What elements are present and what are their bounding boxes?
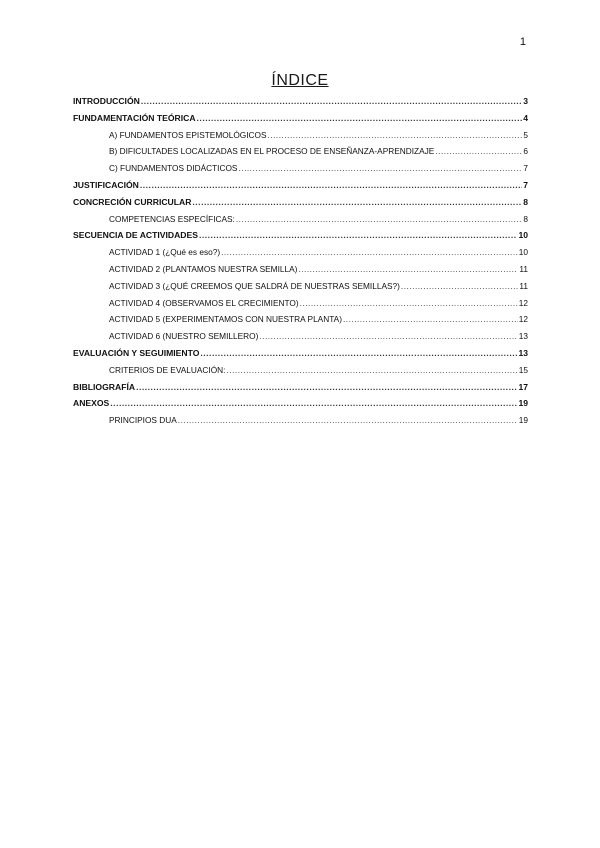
toc-entry-page: 19 xyxy=(518,398,528,409)
toc-entry-label: SECUENCIA DE ACTIVIDADES xyxy=(73,230,198,241)
toc-leader-dots xyxy=(141,96,522,106)
toc-leader-dots xyxy=(300,298,518,308)
toc-entry-page: 3 xyxy=(523,96,528,106)
toc-leader-dots xyxy=(401,281,518,291)
toc-leader-dots xyxy=(298,264,518,274)
toc-subentry[interactable] xyxy=(73,281,528,298)
toc-leader-dots xyxy=(200,348,517,358)
toc-leader-dots xyxy=(197,113,523,123)
toc-entry-page: 8 xyxy=(523,213,528,224)
toc-entry-page: 13 xyxy=(518,347,528,358)
toc-subentry[interactable] xyxy=(73,331,528,348)
toc-entry[interactable] xyxy=(73,197,528,214)
toc-entry-label: B) DIFICULTADES LOCALIZADAS EN EL PROCESO DE ENSEÑANZA-APRENDIZAJE xyxy=(109,146,435,157)
toc-entry-page: 12 xyxy=(518,297,528,308)
toc-entry[interactable] xyxy=(73,230,528,247)
toc-subentry[interactable] xyxy=(73,365,528,382)
toc-entry-page: 17 xyxy=(518,381,528,392)
toc-leader-dots xyxy=(199,230,517,240)
toc-entry[interactable] xyxy=(73,348,528,365)
toc-leader-dots xyxy=(136,382,517,392)
toc-leader-dots xyxy=(259,331,517,341)
toc-subentry[interactable] xyxy=(73,264,528,281)
toc-entry-label: COMPETENCIAS ESPECÍFICAS: xyxy=(109,213,235,224)
toc-entry-label: FUNDAMENTACIÓN TEÓRICA xyxy=(73,112,196,123)
toc-entry-label: CRITERIOS DE EVALUACIÓN: xyxy=(109,364,226,375)
toc-leader-dots xyxy=(192,197,522,207)
toc-subentry[interactable] xyxy=(73,415,528,432)
toc-entry[interactable] xyxy=(73,96,528,113)
toc-leader-dots xyxy=(268,130,523,140)
toc-leader-dots xyxy=(226,365,517,375)
toc-entry-label: ANEXOS xyxy=(73,398,110,409)
toc-entry-page: 11 xyxy=(519,280,528,291)
toc-leader-dots xyxy=(178,415,518,425)
toc-leader-dots xyxy=(343,314,518,324)
toc-entry-label: INTRODUCCIÓN xyxy=(73,96,140,106)
toc-subentry[interactable] xyxy=(73,314,528,331)
toc-subentry[interactable] xyxy=(73,298,528,315)
toc-entry-label: PRINCIPIOS DUA xyxy=(109,415,177,426)
toc-entry-label: ACTIVIDAD 3 (¿QUÉ CREEMOS QUE SALDRÁ DE NUESTRAS SEMILLAS?) xyxy=(109,280,400,291)
toc-entry-page: 10 xyxy=(518,247,528,258)
toc-entry-label: JUSTIFICACIÓN xyxy=(73,179,139,190)
toc-entry-page: 15 xyxy=(518,364,528,375)
toc-entry-page: 6 xyxy=(523,146,528,157)
toc-subentry[interactable] xyxy=(73,130,528,147)
toc-entry-label: ACTIVIDAD 4 (OBSERVAMOS EL CRECIMIENTO) xyxy=(109,297,299,308)
toc-leader-dots xyxy=(238,163,522,173)
toc-entry-label: EVALUACIÓN Y SEGUIMIENTO xyxy=(73,347,200,358)
toc-entry-page: 13 xyxy=(518,331,528,342)
toc-subentry[interactable] xyxy=(73,146,528,163)
toc-entry-page: 7 xyxy=(523,163,528,174)
toc-entry-label: A) FUNDAMENTOS EPISTEMOLÓGICOS xyxy=(109,129,267,140)
toc-entry-page: 7 xyxy=(523,179,528,190)
toc-entry-page: 19 xyxy=(518,415,528,426)
toc-entry-page: 5 xyxy=(523,129,528,140)
toc-entry-label: ACTIVIDAD 2 (PLANTAMOS NUESTRA SEMILLA) xyxy=(109,263,298,274)
toc-entry[interactable] xyxy=(73,382,528,399)
toc-subentry[interactable] xyxy=(73,247,528,264)
toc-leader-dots xyxy=(110,398,517,408)
toc-leader-dots xyxy=(140,180,522,190)
toc-entry-label: ACTIVIDAD 6 (NUESTRO SEMILLERO) xyxy=(109,331,259,342)
toc-entry-page: 11 xyxy=(519,263,528,274)
toc-entry-page: 12 xyxy=(518,314,528,325)
toc-subentry[interactable] xyxy=(73,214,528,231)
toc-entry-label: ACTIVIDAD 5 (EXPERIMENTAMOS CON NUESTRA PLANTA) xyxy=(109,314,342,325)
toc-entry-page: 8 xyxy=(523,196,528,207)
toc-entry[interactable] xyxy=(73,180,528,197)
toc-title: ÍNDICE xyxy=(271,72,329,89)
toc-entry-page: 10 xyxy=(518,230,528,241)
toc-entry-page: 4 xyxy=(523,112,528,123)
toc-entry-label: BIBLIOGRAFÍA xyxy=(73,381,136,392)
toc-entry[interactable] xyxy=(73,398,528,415)
toc-subentry[interactable] xyxy=(73,163,528,180)
toc-entry[interactable] xyxy=(73,113,528,130)
toc-leader-dots xyxy=(221,247,518,257)
toc-entry-label: ACTIVIDAD 1 (¿Qué es eso?) xyxy=(109,247,221,258)
page-number: 1 xyxy=(519,36,526,48)
toc-entry-label: C) FUNDAMENTOS DIDÁCTICOS xyxy=(109,163,238,174)
toc-leader-dots xyxy=(236,214,523,224)
toc-entry-label: CONCRECIÓN CURRICULAR xyxy=(73,196,192,207)
table-of-contents xyxy=(73,96,528,432)
toc-leader-dots xyxy=(435,146,522,156)
